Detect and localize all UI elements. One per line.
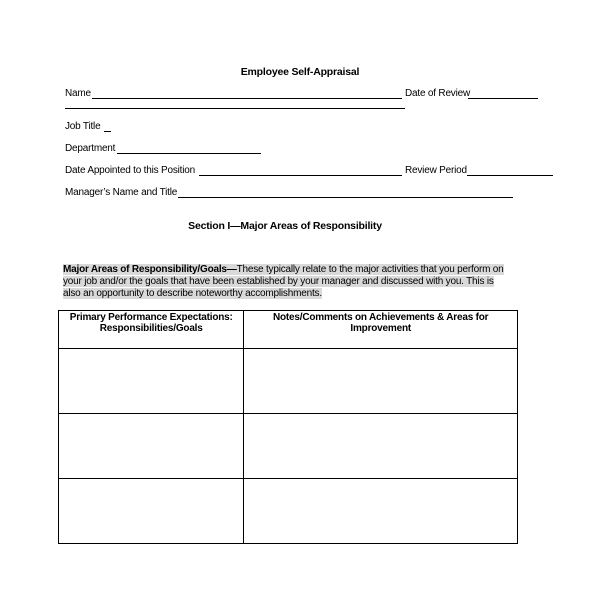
expectation-cell[interactable] (59, 479, 244, 544)
manager-label: Manager’s Name and Title (65, 187, 178, 198)
header-notes: Notes/Comments on Achievements & Areas for Improvement (244, 311, 518, 349)
intro-bold-lead: Major Areas of Responsibility/Goals— (63, 264, 237, 275)
header-expectations: Primary Performance Expectations: Responsibilities/Goals (59, 311, 244, 349)
review-period-field[interactable] (467, 175, 553, 176)
department-field[interactable] (117, 153, 261, 154)
expectation-cell[interactable] (59, 414, 244, 479)
expectation-cell[interactable] (59, 349, 244, 414)
intro-paragraph (63, 264, 508, 300)
notes-cell[interactable] (244, 414, 518, 479)
name-continuation-line (65, 108, 405, 109)
table-header-row (59, 311, 518, 349)
date-appointed-field[interactable] (199, 175, 402, 176)
section-heading: Section I—Major Areas of Responsibility (188, 220, 382, 232)
date-appointed-label: Date Appointed to this Position (65, 165, 196, 176)
table-row (59, 349, 518, 414)
intro-body: These typically relate to the major activities that you perform on your job and/or the goals that have been established by your manager and discussed with you. This is also an opportunity to describe noteworthy accomplishments. (63, 264, 504, 299)
responsibilities-table (58, 310, 518, 544)
job-title-field[interactable] (104, 131, 111, 132)
name-field[interactable] (92, 98, 402, 99)
date-of-review-label: Date of Review (405, 88, 471, 99)
table-row (59, 479, 518, 544)
notes-cell[interactable] (244, 349, 518, 414)
name-label: Name (65, 88, 91, 99)
notes-cell[interactable] (244, 479, 518, 544)
document-title: Employee Self-Appraisal (240, 66, 360, 78)
review-period-label: Review Period (405, 165, 467, 176)
job-title-label: Job Title (65, 121, 101, 132)
table-row (59, 414, 518, 479)
manager-field[interactable] (178, 197, 513, 198)
date-of-review-field[interactable] (468, 98, 538, 99)
department-label: Department (65, 143, 116, 154)
